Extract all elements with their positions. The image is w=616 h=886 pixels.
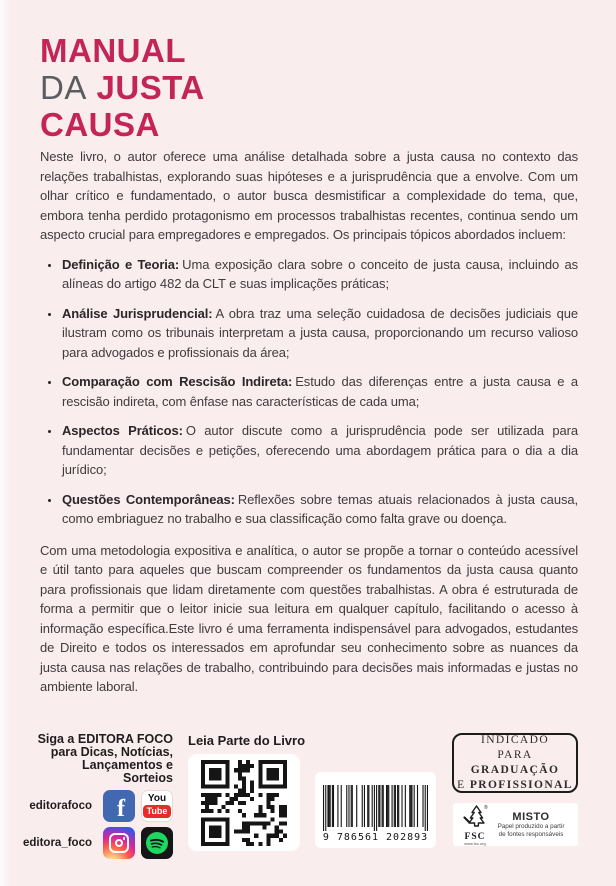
facebook-icon bbox=[103, 790, 135, 822]
topic-text: Estudo das diferenças entre a justa causa e a rescisão indireta, com ênfase nas características de cada uma; bbox=[62, 374, 579, 409]
fsc-desc-line: Papel produzido a partir bbox=[497, 823, 565, 830]
badge-pre: E bbox=[457, 779, 470, 791]
fsc-label bbox=[453, 803, 578, 846]
social-handle: editora_foco bbox=[22, 837, 92, 849]
topic-lead: Análise Jurisprudencial: bbox=[62, 305, 213, 321]
topic-text: Uma exposição clara sobre o conceito de justa causa, incluindo as alíneas do artigo 482 da CLT e suas implicações práticas; bbox=[62, 256, 578, 291]
fsc-desc-line: de fontes responsáveis bbox=[498, 830, 564, 838]
title-da: DA bbox=[40, 69, 87, 106]
barcode-panel bbox=[315, 772, 436, 848]
isbn-digits: 9 786561 202893 bbox=[322, 832, 429, 843]
topic-text: O autor discute como a jurisprudência pode ser utilizada para fundamentar decisões e petições, oferecendo uma abordagem prática para o dia a dia jurídico; bbox=[62, 423, 578, 477]
fsc-tree-icon bbox=[462, 804, 488, 828]
badge-line bbox=[457, 778, 573, 793]
topic-item bbox=[61, 255, 578, 294]
topic-item bbox=[61, 304, 578, 363]
topic-item bbox=[61, 372, 578, 411]
qr-block bbox=[188, 733, 306, 851]
title-line-1: MANUAL bbox=[40, 32, 186, 69]
fsc-text bbox=[490, 811, 572, 838]
qr-panel bbox=[188, 754, 300, 851]
qr-code bbox=[201, 760, 287, 846]
youtube-icon bbox=[141, 790, 173, 822]
social-heading bbox=[37, 733, 173, 785]
social-handle: editorafoco bbox=[29, 800, 92, 812]
synopsis bbox=[40, 147, 578, 697]
social-heading-line: Lançamentos e Sorteios bbox=[81, 758, 173, 785]
instagram-camera-lens bbox=[115, 839, 123, 847]
title-line-2 bbox=[40, 69, 205, 106]
topic-text: Reflexões sobre temas atuais relacionados à justa causa, como embriaguez no trabalho e sua classificação como falta grave ou doença. bbox=[62, 491, 578, 526]
topic-lead: Aspectos Práticos: bbox=[62, 423, 183, 438]
badge-emphasis: PROFISSIONAL bbox=[469, 779, 573, 791]
topic-item bbox=[61, 490, 578, 529]
spotify-icon bbox=[141, 827, 173, 859]
social-block bbox=[22, 732, 173, 859]
social-row bbox=[29, 790, 173, 822]
badge-line bbox=[454, 748, 576, 778]
qr-heading: Leia Parte do Livro bbox=[188, 733, 306, 748]
topic-lead: Definição e Teoria: bbox=[62, 256, 180, 272]
topics-list bbox=[40, 255, 578, 529]
topic-lead: Questões Contemporâneas: bbox=[62, 491, 235, 507]
fsc-registered-mark: ® bbox=[484, 804, 488, 811]
isbn-barcode bbox=[322, 783, 429, 833]
social-heading-line: para Dicas, Notícias, bbox=[50, 745, 173, 759]
facebook-glyph: f bbox=[117, 795, 125, 822]
book-title bbox=[40, 32, 205, 143]
instagram-camera-frame bbox=[109, 833, 129, 853]
intro-paragraph: Neste livro, o autor oferece uma análise detalhada sobre a justa causa no contexto das relações trabalhistas, explorando suas hipóteses e a jurisprudência que a envolve. Com um olhar crítico e fundamentado, o autor busca desmistificar a complexidade do tema, que, embora tenha perdido protagonismo em processos trabalhistas recentes, continua sendo um aspecto crucial para empregadores e empregados. Os principais tópicos abordados incluem: bbox=[40, 149, 578, 242]
fsc-misto-title: MISTO bbox=[512, 811, 550, 823]
outro-paragraph: Com uma metodologia expositiva e analítica, o autor se propõe a tornar o conteúdo acessível e útil tanto para aqueles que buscam compreender os fundamentos da justa causa quanto para profissionais que lidam diretamente com questões trabalhistas. A obra é estruturada de forma a permitir que o leitor inicie sua leitura em qualquer capítulo, facilitando o acesso à informação específica.Este livro é uma ferramenta indispensável para advogados, estudantes de Direito e todos os interessados em aprofundar seu conhecimento sobre as nuances da justa causa nas relações de trabalho, contribuindo para decisões mais informadas e justas no ambiente laboral. bbox=[40, 542, 578, 694]
social-heading-line: Siga a EDITORA FOCO bbox=[37, 732, 173, 746]
instagram-flash-dot bbox=[123, 837, 126, 840]
topic-lead: Comparação com Rescisão Indireta: bbox=[62, 374, 293, 389]
spotify-logo-glyph bbox=[145, 831, 169, 855]
fsc-logo bbox=[460, 804, 490, 846]
fsc-url: www.fsc.org bbox=[464, 840, 486, 846]
youtube-you-text: You bbox=[147, 792, 167, 804]
instagram-icon bbox=[103, 827, 135, 859]
badge-emphasis: GRADUAÇÃO bbox=[470, 764, 560, 776]
social-row bbox=[22, 827, 173, 859]
indicado-badge bbox=[452, 733, 578, 793]
topic-item bbox=[61, 421, 578, 480]
badge-line: INDICADO bbox=[480, 734, 550, 746]
badge-pre: PARA bbox=[497, 749, 533, 761]
title-line-3: CAUSA bbox=[40, 106, 160, 143]
title-justa: JUSTA bbox=[96, 69, 205, 106]
fsc-name: FSC bbox=[464, 831, 486, 842]
topic-text: A obra traz uma seleção cuidadosa de decisões judiciais que ilustram como os tribunais interpretam a justa causa, proporcionando um recurso valioso para advogados e profissionais da área; bbox=[62, 305, 578, 360]
youtube-tube-text: Tube bbox=[143, 805, 172, 819]
